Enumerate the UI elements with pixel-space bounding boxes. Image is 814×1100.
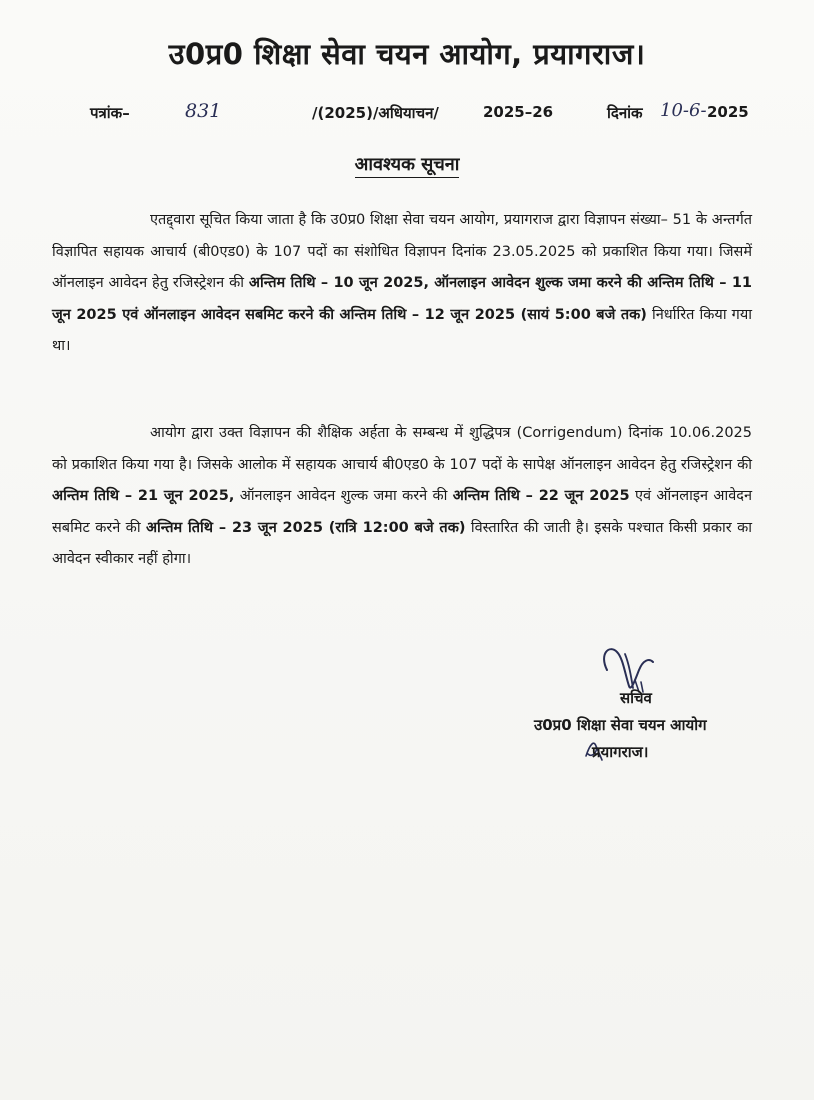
para2-bold-1: अन्तिम तिथि – 21 जून 2025, — [52, 488, 235, 504]
date-year: 2025 — [707, 103, 749, 121]
date-handwritten: 10-6- — [660, 100, 707, 121]
paragraph-2 — [52, 418, 752, 576]
signatory-title: सचिव — [620, 689, 652, 707]
para2-text-1: आयोग द्वारा उक्त विज्ञापन की शैक्षिक अर्हता के सम्बन्ध में शुद्धिपत्र (Corrigendum) दिनांक 10.06.2025 को प्रकाशित किया गया है। जिसके आलोक में सहायक आचार्य बी0एड0 के 107 पदों के सापेक्ष ऑनलाइन आवेदन हेतु रजिस्ट्रेशन की — [52, 425, 752, 473]
para2-text-2: ऑनलाइन आवेदन शुल्क जमा करने की — [239, 488, 448, 504]
signature-block — [520, 640, 780, 760]
reference-number-handwritten: 831 — [185, 100, 222, 122]
paragraph-1 — [52, 205, 752, 363]
signatory-city: प्रयागराज। — [592, 743, 649, 761]
commission-heading: उ0प्र0 शिक्षा सेवा चयन आयोग, प्रयागराज। — [168, 37, 646, 71]
notice-title-text: आवश्यक सूचना — [355, 154, 460, 178]
para1-text-1: एतद्द्वारा सूचित किया जाता है कि उ0प्र0 शिक्षा सेवा चयन आयोग, प्रयागराज द्वारा विज्ञापन संख्या– 51 के अन्तर्गत विज्ञापित सहायक आचार्य (बी0एड0) के 107 पदों का संशोधित विज्ञापन दिनांक 23.05.2025 को प्रकाशित किया गया। जिसमें ऑनलाइन आवेदन हेतु रजिस्ट्रेशन की — [52, 212, 752, 291]
para2-text-4: विस्तारित की जाती है। इसके पश्चात किसी प्रकार का आवेदन स्वीकार नहीं होगा। — [52, 519, 753, 567]
para2-bold-2: अन्तिम तिथि – 22 जून 2025 — [452, 488, 630, 504]
para2-text-3: एवं ऑनलाइन आवेदन सबमिट करने की — [52, 488, 753, 536]
para1-bold-dates: अन्तिम तिथि – 10 जून 2025, ऑनलाइन आवेदन शुल्क जमा करने की अन्तिम तिथि – 11 जून 2025 एवं ऑनलाइन आवेदन सबमिट करने की अन्तिम तिथि – 12 जून 2025 (सायं 5:00 बजे तक) — [52, 275, 753, 323]
date-label: दिनांक — [607, 104, 643, 122]
notice-title — [0, 152, 814, 176]
para2-bold-3: अन्तिम तिथि – 23 जून 2025 (रात्रि 12:00 बजे तक) — [145, 519, 466, 536]
signatory-organization: उ0प्र0 शिक्षा सेवा चयन आयोग — [534, 716, 707, 734]
reference-line — [0, 100, 814, 130]
para1-text-2: निर्धारित किया गया था। — [52, 306, 752, 354]
reference-code: /(2025)/अधियाचन/ — [312, 104, 439, 122]
reference-year: 2025–26 — [483, 103, 554, 121]
reference-label: पत्रांक– — [90, 104, 130, 122]
